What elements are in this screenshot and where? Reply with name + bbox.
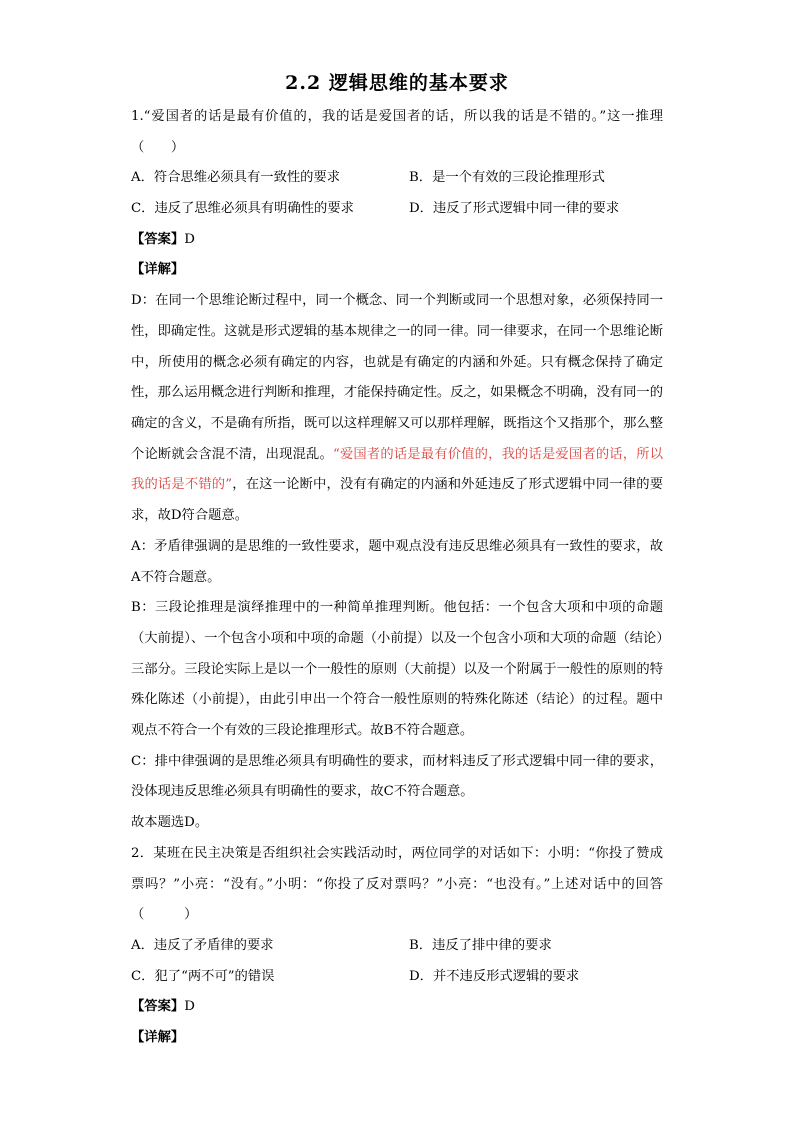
question-1-options-row-2 — [131, 194, 663, 225]
q1-analysis-d-quote: “爱国者的话是最有价值的，我的话是爱国者的话，所以我的话是不错的” — [131, 446, 663, 493]
q1-analysis-d — [131, 286, 663, 532]
question-2-options-row-2 — [131, 962, 663, 993]
document-body — [131, 102, 663, 1054]
q2-option-d: D．并不违反形式逻辑的要求 — [409, 968, 580, 984]
question-1-options-row-1 — [131, 163, 663, 194]
q2-option-b: B．违反了排中律的要求 — [409, 937, 552, 953]
q1-option-d: D．违反了形式逻辑中同一律的要求 — [409, 201, 620, 217]
q1-option-a: A．符合思维必须具有一致性的要求 — [131, 170, 341, 186]
question-2-stem: 2．某班在民主决策是否组织社会实践活动时，两位同学的对话如下：小明：“你投了赞成票吗？”小亮：“没有。”小明：“你投了反对票吗？”小亮：“也没有。”上述对话中的回答（ ） — [131, 845, 663, 923]
q1-detail-label: 【详解】 — [131, 262, 185, 278]
q1-answer-label: 【答案】 — [131, 231, 185, 247]
question-2-options-row-1 — [131, 931, 663, 962]
q2-answer-value: D — [184, 999, 195, 1015]
q1-analysis-b: B：三段论推理是演绎推理中的一种简单推理判断。他包括：一个包含大项和中项的命题（大前提）、一个包含小项和中项的命题（小前提）以及一个包含小项和大项的命题（结论）三部分。三段论实际上是以一个一般性的原则（大前提）以及一个附属于一般性的原则的特殊化陈述（小前提），由此引申出一个符合一般性原则的特殊化陈述（结论）的过程。题中观点不符合一个有效的三段论推理形式。故B不符合题意。 — [131, 600, 663, 739]
page-title: 2.2 逻辑思维的基本要求 — [285, 72, 509, 94]
q1-option-c: C．违反了思维必须具有明确性的要求 — [131, 201, 354, 217]
q2-detail-label: 【详解】 — [131, 1030, 185, 1046]
q1-analysis-c: C：排中律强调的是思维必须具有明确性的要求，而材料违反了形式逻辑中同一律的要求，没体现违反思维必须具有明确性的要求，故C不符合题意。 — [131, 753, 663, 800]
question-1-stem: 1.“爱国者的话是最有价值的，我的话是爱国者的话，所以我的话是不错的。”这一推理（ ） — [131, 109, 663, 155]
q1-answer-value: D — [184, 231, 195, 247]
q1-analysis-a: A：矛盾律强调的是思维的一致性要求，题中观点没有违反思维必须具有一致性的要求，故A不符合题意。 — [131, 538, 663, 585]
q1-conclusion: 故本题选D。 — [131, 815, 209, 831]
q1-answer — [131, 225, 663, 256]
q1-option-b: B．是一个有效的三段论推理形式 — [409, 170, 605, 186]
q2-answer-label: 【答案】 — [131, 999, 185, 1015]
q1-analysis-d-part1: D：在同一个思维论断过程中，同一个概念、同一个判断或同一个思想对象，必须保持同一性，即确定性。这就是形式逻辑的基本规律之一的同一律。同一律要求，在同一个思维论断中，所使用的概念必须有确定的内容，也就是有确定的内涵和外延。只有概念保持了确定性，那么运用概念进行判断和推理，才能保持确定性。反之，如果概念不明确，没有同一的确定的含义，不是确有所指，既可以这样理解又可以那样理解，既指这个又指那个，那么整个论断就会含混不清，出现混乱。 — [131, 293, 663, 462]
q2-option-c: C．犯了“两不可”的错误 — [131, 968, 275, 984]
q2-answer — [131, 992, 663, 1023]
q1-analysis-d-part2: ，在这一论断中，没有有确定的内涵和外延违反了形式逻辑中同一律的要求，故D符合题意。 — [131, 477, 663, 524]
q2-option-a: A．违反了矛盾律的要求 — [131, 937, 274, 953]
